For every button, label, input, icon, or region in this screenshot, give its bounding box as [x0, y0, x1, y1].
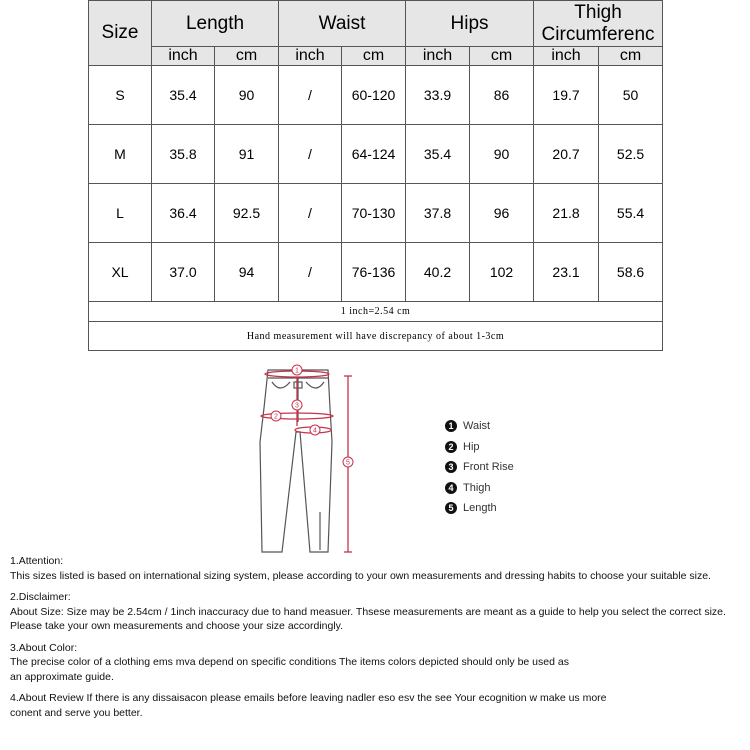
pocket-right [306, 382, 324, 388]
review-body-1: 4.About Review If there is any dissaisacon please emails before leaving nadler eso esv the see Your ecognition w make us more [10, 692, 607, 704]
waist-cm-cell: 64-124 [342, 125, 406, 184]
conversion-note: 1 inch=2.54 cm [89, 302, 663, 322]
marker-4: 4 [313, 427, 317, 435]
number-badge-icon: 5 [445, 502, 457, 514]
size-cell: XL [89, 243, 152, 302]
legend-item-thigh [445, 478, 514, 499]
unit-cell: inch [152, 47, 215, 66]
thigh-inch-cell: 19.7 [534, 66, 599, 125]
length-inch-cell: 36.4 [152, 184, 215, 243]
legend-label: Hip [463, 440, 480, 453]
thigh-cm-cell: 58.6 [599, 243, 663, 302]
legend-item-waist [445, 416, 514, 437]
header-waist: Waist [279, 1, 406, 47]
unit-row [89, 47, 663, 66]
hips-inch-cell: 40.2 [406, 243, 470, 302]
header-thigh-line2: Circumferenc [541, 23, 655, 45]
unit-cell: inch [406, 47, 470, 66]
hips-cm-cell: 96 [470, 184, 534, 243]
length-inch-cell: 35.8 [152, 125, 215, 184]
pocket-left [272, 382, 290, 388]
color-title: 3.About Color: [10, 641, 78, 654]
header-size: Size [89, 1, 152, 66]
unit-cell: cm [342, 47, 406, 66]
discrepancy-note: Hand measurement will have discrepancy of about 1-3cm [89, 322, 663, 351]
length-inch-cell: 37.0 [152, 243, 215, 302]
measurement-legend [445, 416, 514, 519]
header-thigh [534, 1, 663, 47]
legend-item-length [445, 498, 514, 519]
legend-item-front-rise [445, 457, 514, 478]
hips-cm-cell: 102 [470, 243, 534, 302]
waist-cm-cell: 76-136 [342, 243, 406, 302]
unit-cell: inch [534, 47, 599, 66]
header-hips: Hips [406, 1, 534, 47]
hips-inch-cell: 33.9 [406, 66, 470, 125]
length-cm-cell: 92.5 [215, 184, 279, 243]
attention-title: 1.Attention: [10, 555, 64, 567]
header-length: Length [152, 1, 279, 47]
unit-cell: cm [470, 47, 534, 66]
length-cm-cell: 90 [215, 66, 279, 125]
number-badge-icon: 3 [445, 461, 457, 473]
pants-illustration [250, 362, 370, 557]
marker-5: 5 [346, 459, 350, 467]
review-body-2: conent and serve you better. [10, 706, 143, 719]
thigh-inch-cell: 21.8 [534, 184, 599, 243]
disclaimer-body-1: About Size: Size may be 2.54cm / 1inch inaccuracy due to hand measuer. Thsese measurements are meant as a guide to help you select the correct size. [10, 605, 726, 618]
size-chart [88, 0, 662, 351]
conversion-note-row [89, 302, 663, 322]
number-badge-icon: 1 [445, 420, 457, 432]
unit-cell: inch [279, 47, 342, 66]
waist-inch-cell: / [279, 243, 342, 302]
unit-cell: cm [599, 47, 663, 66]
number-badge-icon: 2 [445, 441, 457, 453]
header-thigh-line1: Thigh [574, 1, 622, 23]
hips-cm-cell: 90 [470, 125, 534, 184]
hips-inch-cell: 35.4 [406, 125, 470, 184]
number-badge-icon: 4 [445, 482, 457, 494]
thigh-cm-cell: 55.4 [599, 184, 663, 243]
discrepancy-note-row [89, 322, 663, 351]
waist-inch-cell: / [279, 66, 342, 125]
legend-item-hip [445, 437, 514, 458]
header-row [89, 1, 663, 47]
thigh-cm-cell: 52.5 [599, 125, 663, 184]
color-body-1: The precise color of a clothing ems mva depend on specific conditions The items colors depicted should only be used as [10, 656, 569, 668]
unit-cell: cm [215, 47, 279, 66]
waist-inch-cell: / [279, 125, 342, 184]
disclaimer-title: 2.Disclaimer: [10, 591, 71, 603]
table-row [89, 184, 663, 243]
size-cell: L [89, 184, 152, 243]
thigh-inch-cell: 20.7 [534, 125, 599, 184]
thigh-inch-cell: 23.1 [534, 243, 599, 302]
table-row [89, 243, 663, 302]
disclaimer-body-2: Please take your own measurements and choose your size accordingly. [10, 620, 344, 632]
length-cm-cell: 91 [215, 125, 279, 184]
table-row [89, 66, 663, 125]
hips-inch-cell: 37.8 [406, 184, 470, 243]
pants-measurement-diagram [250, 362, 370, 557]
waist-inch-cell: / [279, 184, 342, 243]
marker-2: 2 [274, 413, 278, 421]
pants-outline [260, 367, 332, 552]
size-cell: S [89, 66, 152, 125]
marker-1: 1 [295, 367, 299, 375]
marker-3: 3 [295, 402, 299, 410]
legend-label: Length [463, 502, 497, 515]
table-row [89, 125, 663, 184]
length-cm-cell: 94 [215, 243, 279, 302]
size-table [88, 0, 663, 351]
waist-cm-cell: 60-120 [342, 66, 406, 125]
color-body-2: an approximate guide. [10, 670, 114, 683]
hips-cm-cell: 86 [470, 66, 534, 125]
thigh-cm-cell: 50 [599, 66, 663, 125]
legend-label: Waist [463, 420, 491, 433]
length-inch-cell: 35.4 [152, 66, 215, 125]
notes-section [10, 554, 745, 720]
size-cell: M [89, 125, 152, 184]
legend-label: Thigh [463, 481, 491, 494]
attention-body: This sizes listed is based on international sizing system, please according to your own measurements and dressing habits to choose your suitable size. [10, 569, 711, 582]
waist-cm-cell: 70-130 [342, 184, 406, 243]
legend-label: Front Rise [463, 461, 514, 474]
